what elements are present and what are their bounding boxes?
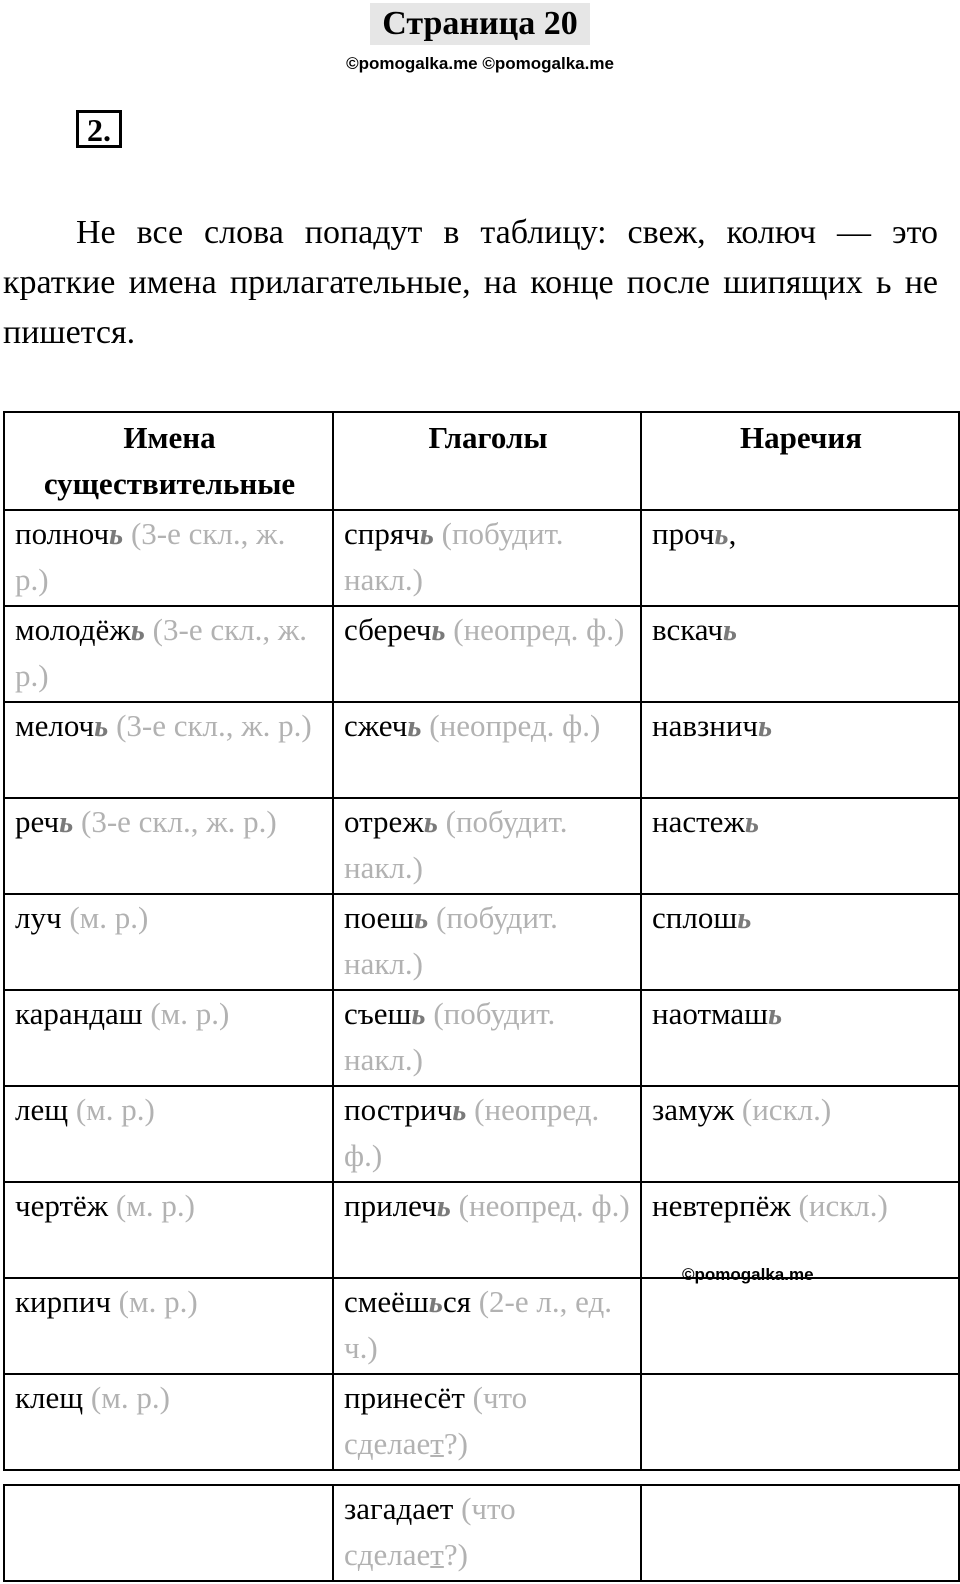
- table-row: [4, 606, 959, 702]
- word-base: мелоч: [15, 708, 95, 743]
- header-verbs: Глаголы: [333, 412, 641, 510]
- word-rest: ся: [442, 1284, 471, 1319]
- soft-sign-mark: ь: [722, 612, 738, 647]
- word-base: полноч: [15, 516, 110, 551]
- verb-cell: [333, 1278, 641, 1374]
- soft-sign-mark: ь: [423, 804, 438, 839]
- word-note: (искл.): [734, 1092, 832, 1127]
- table-row: [4, 1086, 959, 1182]
- word-base: сплош: [652, 900, 738, 935]
- word-base: замуж: [652, 1092, 735, 1127]
- noun-cell: [4, 1182, 333, 1278]
- table-row: [4, 1182, 959, 1278]
- verb-cell: [333, 798, 641, 894]
- word-base: невтерпёж: [652, 1188, 791, 1223]
- noun-cell: [4, 798, 333, 894]
- soft-sign-mark: ь: [109, 516, 124, 551]
- word-note: (неопред. ф.): [344, 1092, 600, 1173]
- word-note: (что сделае: [344, 1491, 516, 1572]
- noun-cell: [4, 1278, 333, 1374]
- soft-sign-mark: ь: [768, 996, 783, 1031]
- soft-sign-mark: ь: [94, 708, 109, 743]
- watermark: ©pomogalka.me ©pomogalka.me: [346, 54, 614, 73]
- word-note: (м. р.): [110, 1284, 198, 1319]
- word-note: (побудит. накл.): [344, 804, 568, 885]
- table-row: [4, 702, 959, 798]
- word-base: прилеч: [344, 1188, 437, 1223]
- noun-cell: [4, 1374, 333, 1470]
- word-note: (2-е л., ед. ч.): [344, 1284, 612, 1365]
- soft-sign-mark: ь: [419, 516, 434, 551]
- word-base: луч: [15, 900, 62, 935]
- adverb-cell: [641, 1182, 959, 1278]
- watermark-table: ©pomogalka.me: [682, 1265, 814, 1284]
- word-base: вскач: [652, 612, 723, 647]
- soft-sign-mark: ь: [414, 900, 429, 935]
- words-table: [3, 411, 960, 1471]
- word-note: (неопред. ф.): [445, 612, 625, 647]
- word-note-ending: т: [430, 1537, 444, 1572]
- word-base: спряч: [344, 516, 420, 551]
- word-base: поеш: [344, 900, 415, 935]
- table-row: [4, 798, 959, 894]
- word-note: (м. р.): [142, 996, 230, 1031]
- word-note: (неопред. ф.): [450, 1188, 630, 1223]
- verb-cell: [333, 894, 641, 990]
- noun-cell: [4, 702, 333, 798]
- soft-sign-mark: ь: [744, 804, 760, 839]
- word-note: (неопред. ф.): [421, 708, 601, 743]
- verb-cell: [333, 990, 641, 1086]
- noun-cell: [4, 606, 333, 702]
- table-header-row: [4, 412, 959, 510]
- word-note-end: ?): [443, 1537, 468, 1572]
- extra-table-body: [4, 1485, 959, 1581]
- header-nouns: Имена существительные: [4, 412, 333, 510]
- word-base: отреж: [344, 804, 424, 839]
- word-base: пострич: [344, 1092, 453, 1127]
- table-row: [4, 990, 959, 1086]
- adverb-cell: [641, 1086, 959, 1182]
- soft-sign-mark: ь: [758, 708, 773, 743]
- word-base: сбереч: [344, 612, 432, 647]
- word-base: проч: [652, 516, 715, 551]
- table-row: [4, 894, 959, 990]
- adverb-cell: [641, 894, 959, 990]
- word-base: настеж: [652, 804, 745, 839]
- soft-sign-mark: ь: [452, 1092, 467, 1127]
- word-note: (что сделае: [344, 1380, 528, 1461]
- verb-cell: [333, 1374, 641, 1470]
- table-body: [4, 510, 959, 1470]
- task-number: 2.: [76, 110, 122, 148]
- word-base: чертёж: [15, 1188, 109, 1223]
- word-note: (побудит. накл.): [344, 996, 556, 1077]
- soft-sign-mark: ь: [407, 708, 422, 743]
- word-base: сжеч: [344, 708, 408, 743]
- adverb-cell: [641, 1278, 959, 1374]
- word-note: (3-е скл., ж. р.): [15, 612, 308, 693]
- page-title: Страница 20: [370, 3, 590, 45]
- adverb-cell: [641, 606, 959, 702]
- verb-cell: [333, 1485, 641, 1581]
- soft-sign-mark: ь: [411, 996, 426, 1031]
- table-row: [4, 1278, 959, 1374]
- word-base: клещ: [15, 1380, 84, 1415]
- noun-cell: [4, 894, 333, 990]
- soft-sign-mark: ь: [714, 516, 729, 551]
- word-base: съеш: [344, 996, 412, 1031]
- extra-table: [3, 1484, 960, 1582]
- word-note: (м. р.): [83, 1380, 170, 1415]
- word-base: кирпич: [15, 1284, 111, 1319]
- word-note: (3-е скл., ж. р.): [15, 516, 286, 597]
- word-note: (3-е скл., ж. р.): [108, 708, 312, 743]
- noun-cell: [4, 510, 333, 606]
- adverb-cell: [641, 510, 959, 606]
- word-base: молодёж: [15, 612, 131, 647]
- word-base: загадает: [344, 1491, 454, 1526]
- verb-cell: [333, 510, 641, 606]
- word-note: (м. р.): [61, 900, 149, 935]
- word-note: (побудит. накл.): [344, 516, 564, 597]
- table-row: [4, 1485, 959, 1581]
- header-adverbs: Наречия: [641, 412, 959, 510]
- adverb-cell: [641, 798, 959, 894]
- soft-sign-mark: ь: [431, 612, 446, 647]
- table-row: [4, 1374, 959, 1470]
- word-note: (побудит. накл.): [344, 900, 558, 981]
- soft-sign-mark: ь: [130, 612, 145, 647]
- word-base: наотмаш: [652, 996, 769, 1031]
- intro-paragraph: Не все слова попадут в таблицу: свеж, колюч — это краткие имена прилагательные, на конце после шипящих ь не пишется.: [3, 214, 938, 351]
- word-base: реч: [15, 804, 60, 839]
- word-base: лещ: [15, 1092, 69, 1127]
- word-base: принесёт: [344, 1380, 465, 1415]
- word-note-end: ?): [443, 1426, 468, 1461]
- adverb-cell: [641, 990, 959, 1086]
- noun-cell: [4, 1485, 333, 1581]
- word-base: смеёш: [344, 1284, 429, 1319]
- verb-cell: [333, 1182, 641, 1278]
- verb-cell: [333, 606, 641, 702]
- word-rest: ,: [728, 516, 737, 551]
- word-note: (3-е скл., ж. р.): [73, 804, 277, 839]
- verb-cell: [333, 702, 641, 798]
- table-row: [4, 510, 959, 606]
- adverb-cell: [641, 1485, 959, 1581]
- word-note-ending: т: [430, 1426, 444, 1461]
- word-note: (искл.): [790, 1188, 888, 1223]
- soft-sign-mark: ь: [428, 1284, 443, 1319]
- verb-cell: [333, 1086, 641, 1182]
- noun-cell: [4, 1086, 333, 1182]
- word-note: (м. р.): [68, 1092, 155, 1127]
- noun-cell: [4, 990, 333, 1086]
- adverb-cell: [641, 702, 959, 798]
- word-base: карандаш: [15, 996, 143, 1031]
- word-base: навзнич: [652, 708, 759, 743]
- soft-sign-mark: ь: [737, 900, 752, 935]
- soft-sign-mark: ь: [436, 1188, 451, 1223]
- soft-sign-mark: ь: [59, 804, 74, 839]
- adverb-cell: [641, 1374, 959, 1470]
- word-note: (м. р.): [108, 1188, 195, 1223]
